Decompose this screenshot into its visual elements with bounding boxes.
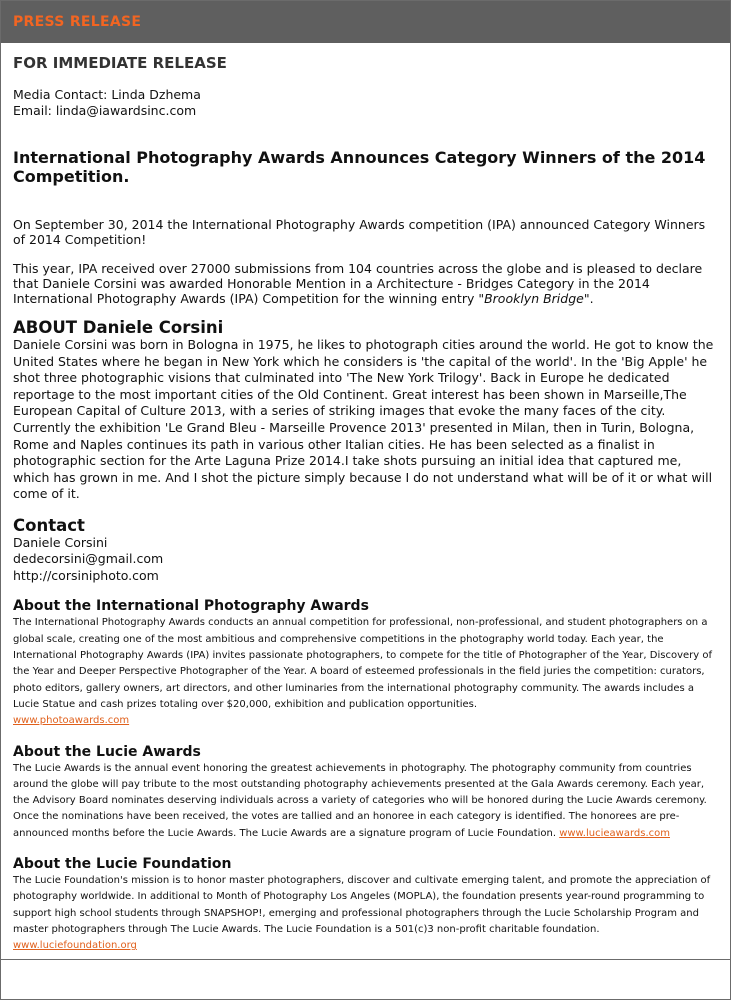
intro-paragraph: On September 30, 2014 the International Photography Awards competition (IPA) announced Category Winners of 2014 Competition!: [13, 217, 706, 247]
about-ipa-body: The International Photography Awards conducts an annual competition for professional, non-professional, and student photographers on a global scale, creating one of the most ambitious and comprehensive competitions in the photography world today. Each year, the International Photography Awards (IPA) invites passionate photographers, to compete for the title of Photographer of the Year, Discovery of the Year and Deeper Perspective Photographer of the Year. A board of esteemed professionals in the field juries the competition: curators, photo editors, gallery owners, art directors, and other luminaries from the international photography community. The awards includes a Lucie Statue and cash prizes totaling over $20,000, exhibition and publication opportunities.: [13, 617, 712, 710]
about-ipa-text: [13, 615, 718, 729]
lucie-awards-link[interactable]: www.lucieawards.com: [559, 827, 670, 839]
media-contact: Media Contact: Linda Dzhema: [13, 87, 201, 102]
about-lucie-foundation-text: [13, 873, 718, 954]
contact-email: dedecorsini@gmail.com: [13, 551, 164, 567]
about-lucie-awards-body: The Lucie Awards is the annual event honoring the greatest achievements in photography. The photography community from countries around the globe will pay tribute to the most outstanding photography achievements presented at the Gala Awards ceremony. Each year, the Advisory Board nominates deserving individuals across a variety of categories who will be honored during the Lucie Awards ceremony. Once the nominations have been received, the votes are tallied and an honoree in each category is identified. The honorees are pre-announced months before the Lucie Awards. The Lucie Awards are a signature program of Lucie Foundation.: [13, 762, 707, 839]
about-artist-title: ABOUT Daniele Corsini: [13, 318, 224, 337]
lucie-foundation-link[interactable]: www.luciefoundation.org: [13, 940, 137, 952]
about-artist-text: Daniele Corsini was born in Bologna in 1975, he likes to photograph cities around the world. He got to know the United States where he began in New York which he considers is 'the capital of the world'. In the 'Big Apple' he shot three photographic visions that culminated into 'The New York Trilogy'. Back in Europe he dedicated reportage to the most important cities of the Old Continent. Great interest has been shown in Marseille,The European Capital of Culture 2013, with a series of striking images that evoke the many faces of the city. Currently the exhibition 'Le Grand Bleu - Marseille Provence 2013' presented in Milan, then in Turin, Bologna, Rome and Naples continues its path in various other Italian cities. He has been selected as a finalist in photographic section for the Arte Laguna Prize 2014.I take shots pursuing an initial idea that captured me, which has grown in me. And I shot the picture simply because I do not understand what will be of it or what will come of it.: [13, 337, 714, 502]
contact-title: Contact: [13, 515, 85, 535]
press-release-banner: [1, 1, 730, 43]
about-ipa-title: About the International Photography Awards: [13, 598, 369, 615]
about-lucie-foundation-title: About the Lucie Foundation: [13, 856, 232, 872]
headline: International Photography Awards Announces Category Winners of the 2014 Competition.: [13, 148, 706, 186]
press-release-content: [1, 43, 730, 954]
announcement-paragraph: [13, 261, 718, 306]
immediate-release-label: FOR IMMEDIATE RELEASE: [13, 54, 227, 72]
contact-website: http://corsiniphoto.com: [13, 567, 159, 583]
contact-name: Daniele Corsini: [13, 534, 108, 550]
about-lucie-awards-text: [13, 761, 718, 842]
footer-divider: [1, 959, 730, 960]
about-lucie-awards-title: About the Lucie Awards: [13, 743, 201, 760]
winning-entry-title: "Brooklyn Bridge": [478, 291, 590, 306]
ipa-link[interactable]: www.photoawards.com: [13, 715, 130, 727]
announcement-end: .: [589, 291, 594, 306]
about-lucie-foundation-body: The Lucie Foundation's mission is to honor master photographers, discover and cultivate emerging talent, and promote the appreciation of photography worldwide. In additional to Month of Photography Los Angeles (MOPLA), the foundation presents year-round programming to support high school students through SNAPSHOP!, emerging and professional photographers through the Lucie Scholarship Program and master photographers through The Lucie Awards. The Lucie Foundation is a 501(c)3 non-profit charitable foundation.: [13, 875, 711, 935]
media-email: Email: linda@iawardsinc.com: [13, 103, 197, 118]
announcement-text: This year, IPA received over 27000 submissions from 104 countries across the globe and is pleased to declare that Daniele Corsini was awarded Honorable Mention in a Architecture - Bridges Category in the 2014 International Photography Awards (IPA) Competition for the winning entry: [13, 261, 703, 306]
banner-title: PRESS RELEASE: [13, 14, 142, 30]
